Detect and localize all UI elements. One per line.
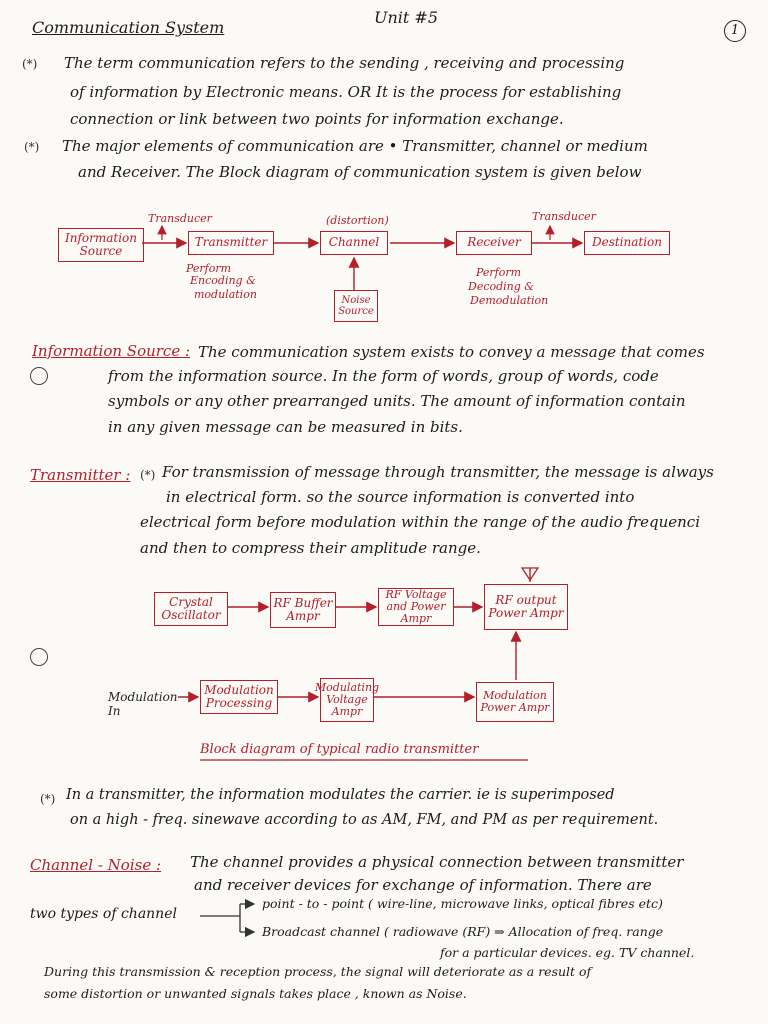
- transmitter-line-2: in electrical form. so the source information is converted into: [166, 488, 635, 506]
- info-source-line-1: The communication system exists to convey a message that comes: [198, 343, 705, 361]
- margin-circle-1: [30, 367, 48, 385]
- heading-information-source: Information Source :: [32, 342, 191, 360]
- intro-bullet-1: (*): [22, 57, 38, 71]
- label-distortion: (distortion): [326, 214, 389, 227]
- unit-label: Unit #5: [374, 8, 439, 27]
- box-channel: Channel: [320, 231, 388, 255]
- intro-line-5: and Receiver. The Block diagram of communication system is given below: [78, 163, 642, 181]
- box-modulation-processing: Modulation Processing: [200, 680, 278, 714]
- label-transducer-left: Transducer: [148, 212, 212, 225]
- channel-type-point-to-point: point - to - point ( wire-line, microwave links, optical fibres etc): [262, 896, 663, 911]
- channel-type-broadcast: Broadcast channel ( radiowave (RF) ⇒ Allocation of freq. range: [262, 924, 664, 939]
- transmitter-line-3: electrical form before modulation within the range of the audio frequenci: [140, 513, 701, 531]
- label-modulation-in: Modulation In: [108, 690, 178, 719]
- box-destination: Destination: [584, 231, 670, 255]
- box-rf-voltage-power-ampr: RF Voltage and Power Ampr: [378, 588, 454, 626]
- info-source-line-3: symbols or any other prearranged units. The amount of information contain: [108, 392, 686, 410]
- tx-note-2: Encoding &: [190, 274, 256, 287]
- info-source-line-4: in any given message can be measured in bits.: [108, 418, 463, 436]
- page-title: Communication System: [32, 18, 225, 37]
- box-crystal-oscillator: Crystal Oscillator: [154, 592, 228, 626]
- channel-type-broadcast-cont: for a particular devices. eg. TV channel.: [440, 945, 695, 960]
- intro-line-1: The term communication refers to the sending , receiving and processing: [64, 54, 625, 72]
- modulation-bullet: (*): [40, 792, 56, 806]
- intro-line-2: of information by Electronic means. OR It is the process for establishing: [70, 83, 622, 101]
- box-modulation-power-ampr: Modulation Power Ampr: [476, 682, 554, 722]
- box-receiver: Receiver: [456, 231, 532, 255]
- channel-line-2: and receiver devices for exchange of information. There are: [194, 876, 652, 894]
- box-transmitter: Transmitter: [188, 231, 274, 255]
- channel-two-types: two types of channel: [30, 906, 177, 922]
- channel-line-1: The channel provides a physical connection between transmitter: [190, 853, 684, 871]
- info-source-line-2: from the information source. In the form of words, group of words, code: [108, 367, 659, 385]
- transmitter-line-4: and then to compress their amplitude range.: [140, 539, 481, 557]
- page-number: 1: [724, 20, 746, 42]
- box-rf-output-power-ampr: RF output Power Ampr: [484, 584, 568, 630]
- diagram-2-caption: Block diagram of typical radio transmitter: [200, 742, 479, 757]
- intro-line-4: The major elements of communication are • Transmitter, channel or medium: [62, 137, 648, 155]
- channel-line-3: During this transmission & reception process, the signal will deteriorate as a result of: [44, 964, 592, 979]
- heading-transmitter: Transmitter :: [30, 466, 131, 484]
- intro-line-3: connection or link between two points for information exchange.: [70, 110, 564, 128]
- rx-note-2: Decoding &: [468, 280, 535, 293]
- box-information-source: Information Source: [58, 228, 144, 262]
- modulation-line-1: In a transmitter, the information modulates the carrier. ie is superimposed: [66, 787, 615, 803]
- label-transducer-right: Transducer: [532, 210, 596, 223]
- tx-note-1: Perform: [186, 262, 232, 275]
- box-modulating-voltage-ampr: Modulating Voltage Ampr: [320, 678, 374, 722]
- transmitter-bullet: (*): [140, 468, 156, 482]
- box-rf-buffer-ampr: RF Buffer Ampr: [270, 592, 336, 628]
- intro-bullet-2: (*): [24, 140, 40, 154]
- box-noise-source: Noise Source: [334, 290, 378, 322]
- rx-note-3: Demodulation: [470, 294, 549, 307]
- heading-channel-noise: Channel - Noise :: [30, 856, 162, 874]
- rx-note-1: Perform: [476, 266, 522, 279]
- channel-line-4: some distortion or unwanted signals takes place , known as Noise.: [44, 986, 467, 1001]
- tx-note-3: modulation: [194, 288, 257, 301]
- modulation-line-2: on a high - freq. sinewave according to as AM, FM, and PM as per requirement.: [70, 812, 659, 828]
- margin-circle-2: [30, 648, 48, 666]
- transmitter-line-1: For transmission of message through transmitter, the message is always: [162, 463, 714, 481]
